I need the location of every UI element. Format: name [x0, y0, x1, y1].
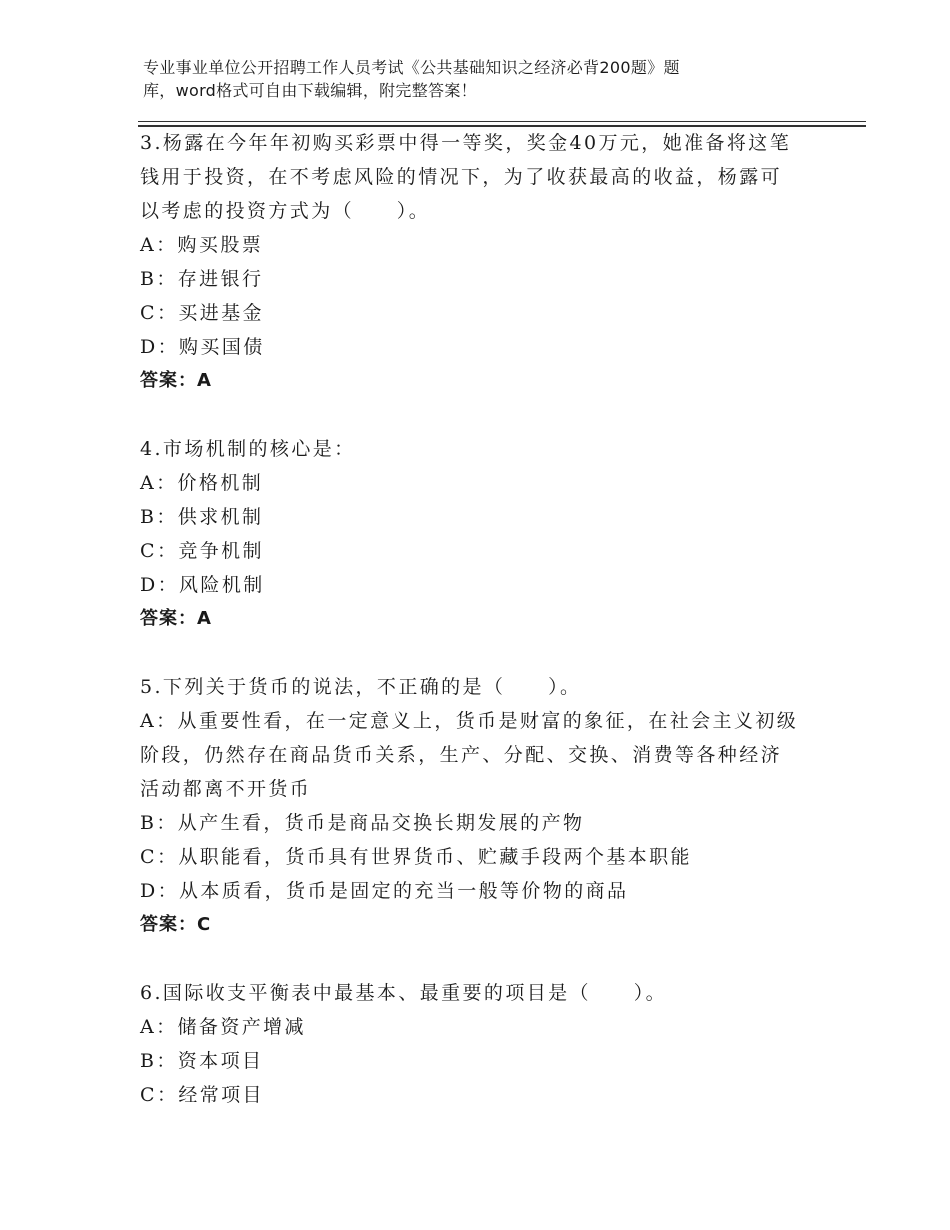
- option-a-continued: 阶段，仍然存在商品货币关系，生产、分配、交换、消费等各种经济: [140, 744, 783, 766]
- question-5: [140, 670, 820, 942]
- option-d: D：风险机制: [140, 574, 265, 596]
- question-stem-line: 3.杨露在今年年初购买彩票中得一等奖，奖金40万元，她准备将这笔: [140, 132, 792, 154]
- option-b: B：存进银行: [140, 268, 264, 290]
- option-c: C：买进基金: [140, 302, 264, 324]
- option-d: D：购买国债: [140, 336, 265, 358]
- header-line-2: 库，word格式可自由下载编辑，附完整答案！: [143, 81, 477, 100]
- question-4: [140, 432, 820, 636]
- option-a: A：储备资产增减: [140, 1016, 306, 1038]
- question-stem-line: 4.市场机制的核心是：: [140, 438, 356, 460]
- option-a-continued: 活动都离不开货币: [140, 778, 312, 800]
- question-stem-line: 钱用于投资，在不考虑风险的情况下，为了收获最高的收益，杨露可: [140, 166, 783, 188]
- option-c: C：经常项目: [140, 1084, 264, 1106]
- header-divider-thin: [138, 121, 866, 122]
- question-3: [140, 126, 820, 398]
- option-a: A：从重要性看，在一定意义上，货币是财富的象征，在社会主义初级: [140, 710, 799, 732]
- option-a: A：价格机制: [140, 472, 264, 494]
- option-a: A：购买股票: [140, 234, 264, 256]
- question-stem-line: 6.国际收支平衡表中最基本、最重要的项目是（ ）。: [140, 982, 668, 1004]
- option-c: C：从职能看，货币具有世界货币、贮藏手段两个基本职能: [140, 846, 692, 868]
- option-b: B：从产生看，货币是商品交换长期发展的产物: [140, 812, 585, 834]
- header-line-1: 专业事业单位公开招聘工作人员考试《公共基础知识之经济必背200题》题: [143, 58, 680, 77]
- option-c: C：竞争机制: [140, 540, 264, 562]
- answer-label: 答案：C: [140, 914, 212, 935]
- question-stem-line: 5.下列关于货币的说法，不正确的是（ ）。: [140, 676, 582, 698]
- question-stem-line: 以考虑的投资方式为（ ）。: [140, 200, 431, 222]
- answer-label: 答案：A: [140, 370, 212, 391]
- option-b: B：供求机制: [140, 506, 264, 528]
- option-d: D：从本质看，货币是固定的充当一般等价物的商品: [140, 880, 629, 902]
- answer-label: 答案：A: [140, 608, 212, 629]
- question-6: [140, 976, 820, 1112]
- option-b: B：资本项目: [140, 1050, 264, 1072]
- question-list: [140, 126, 820, 1146]
- document-header: [143, 56, 783, 102]
